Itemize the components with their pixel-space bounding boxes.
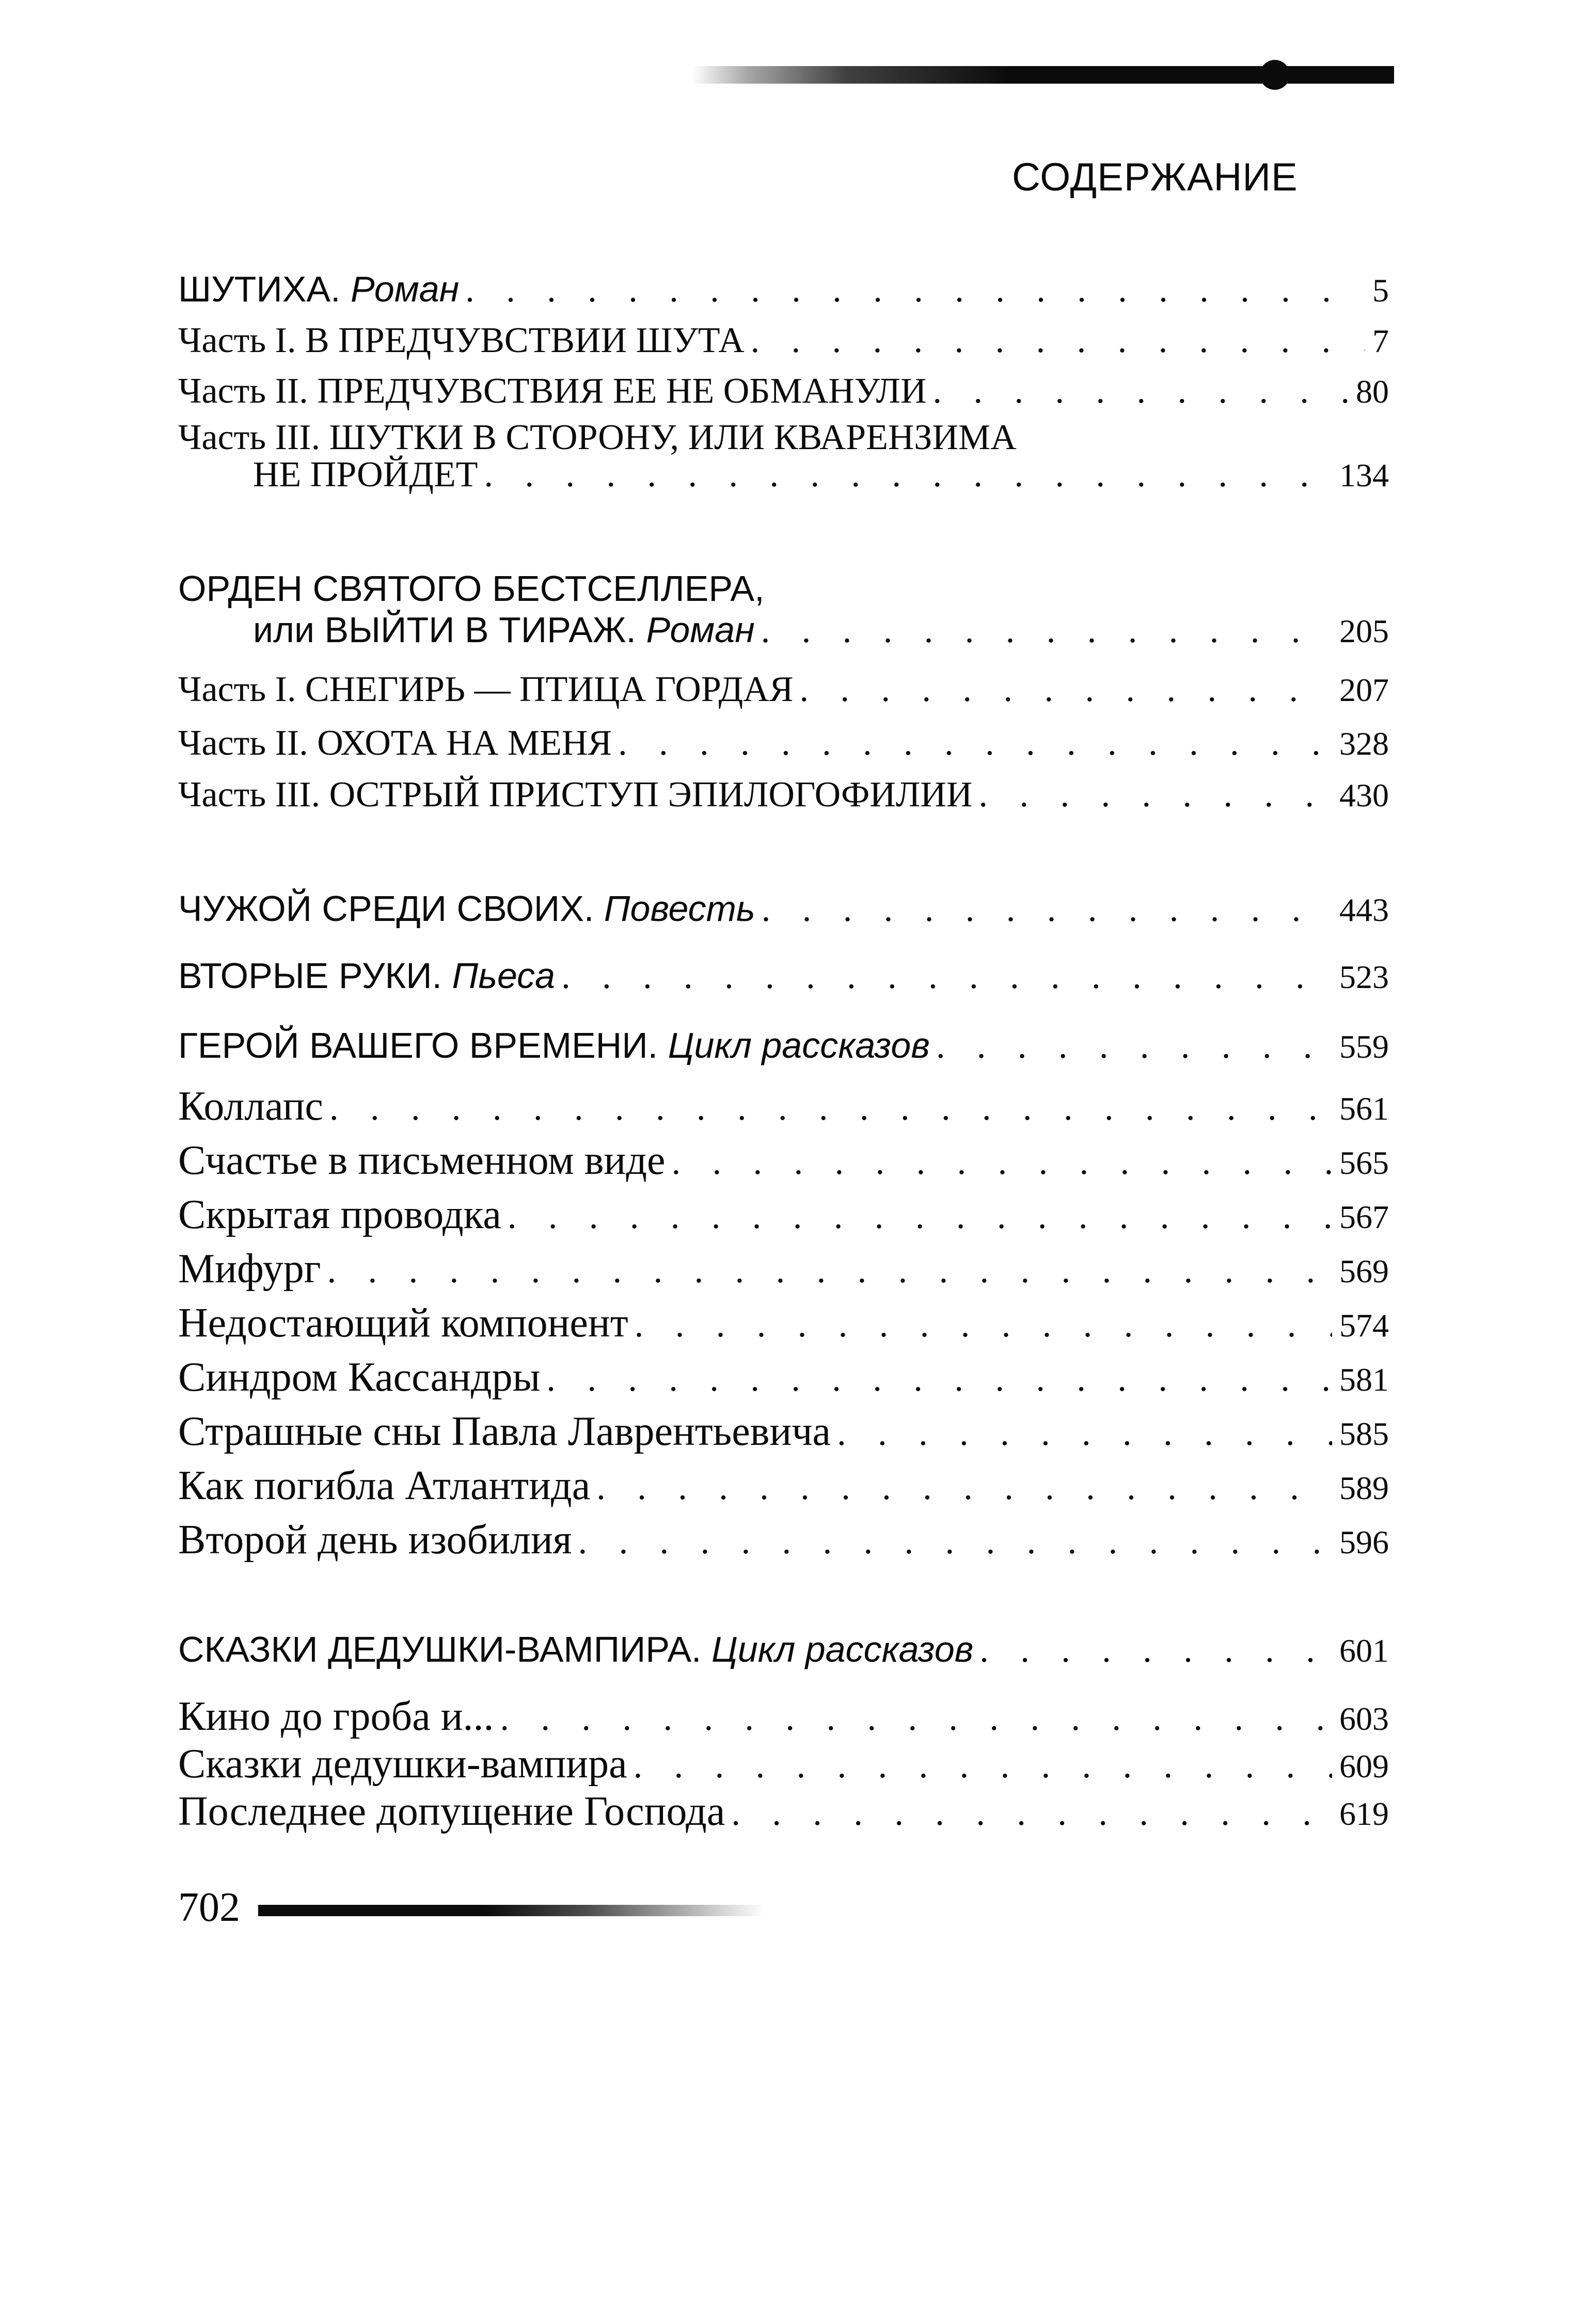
dot-leader — [508, 1196, 1332, 1237]
toc-entry-story — [178, 1462, 1389, 1509]
entry-title: Часть II. ПРЕДЧУВСТВИЯ ЕЕ НЕ ОБМАНУЛИ — [178, 371, 927, 411]
dot-leader — [672, 1142, 1332, 1183]
page-number: 561 — [1339, 1090, 1389, 1127]
toc-entry-story — [178, 1246, 1389, 1293]
page-number: 5 — [1372, 272, 1389, 309]
dot-leader — [800, 669, 1332, 710]
toc-entry-novel-shutikha — [178, 268, 1389, 311]
entry-title: Часть II. ОХОТА НА МЕНЯ — [178, 723, 612, 763]
toc-entry-story — [178, 1741, 1389, 1788]
entry-title: ЧУЖОЙ СРЕДИ СВОИХ. Повесть — [178, 888, 755, 929]
entry-title: Счастье в письменном виде — [178, 1138, 666, 1183]
toc-entry-story — [178, 1300, 1389, 1347]
entry-title: Синдром Кассандры — [178, 1355, 541, 1400]
dot-leader — [936, 1026, 1332, 1067]
page-number: 523 — [1339, 959, 1389, 995]
page-number: 601 — [1339, 1632, 1389, 1669]
dot-leader — [978, 774, 1332, 816]
dot-leader — [634, 1745, 1332, 1787]
dot-leader — [484, 454, 1332, 496]
entry-title: Второй день изобилия — [178, 1517, 572, 1563]
entry-title: Часть I. В ПРЕДЧУВСТВИИ ШУТА — [178, 321, 745, 360]
entry-title: или ВЫЙТИ В ТИРАЖ. Роман — [253, 610, 755, 650]
entry-title: Часть III. ОСТРЫЙ ПРИСТУП ЭПИЛОГОФИЛИИ — [178, 775, 973, 815]
entry-title: ШУТИХА. Роман — [178, 269, 460, 309]
entry-title: Сказки дедушки-вампира — [178, 1741, 627, 1787]
dot-leader — [500, 1698, 1332, 1739]
page-number: 80 — [1356, 373, 1389, 410]
dot-leader — [329, 1088, 1332, 1129]
entry-title: НЕ ПРОЙДЕТ — [253, 455, 478, 495]
toc-entry-story-cycle — [178, 1025, 1389, 1067]
contents-heading: СОДЕРЖАНИЕ — [1012, 155, 1298, 199]
page-number: 328 — [1339, 725, 1389, 762]
entry-title-line1: ОРДЕН СВЯТОГО БЕСТСЕЛЛЕРА, — [178, 568, 765, 609]
entry-title: Часть I. СНЕГИРЬ — ПТИЦА ГОРДАЯ — [178, 670, 794, 709]
toc-entry-story — [178, 1354, 1389, 1401]
page-number: 565 — [1339, 1144, 1389, 1181]
entry-title: Кино до гроба и... — [178, 1694, 494, 1739]
toc-entry-part — [178, 723, 1389, 764]
page-number: 574 — [1339, 1307, 1389, 1344]
toc-entry-story — [178, 1408, 1389, 1455]
toc-entry-part — [178, 774, 1389, 816]
dot-leader — [933, 371, 1349, 412]
page-number: 596 — [1339, 1524, 1389, 1561]
entry-title: Последнее допущение Господа — [178, 1789, 725, 1834]
entry-title: Скрытая проводка — [178, 1192, 501, 1237]
toc-entry-story — [178, 1517, 1389, 1564]
dot-leader — [596, 1467, 1332, 1508]
top-rule-ornament — [1260, 60, 1290, 90]
toc-entry-part — [178, 320, 1389, 361]
entry-title-line1: Часть III. ШУТКИ В СТОРОНУ, ИЛИ КВАРЕНЗИМА — [178, 418, 1017, 457]
page-number: 207 — [1339, 672, 1389, 708]
entry-title: Мифург — [178, 1246, 321, 1292]
page-number: 569 — [1339, 1253, 1389, 1290]
dot-leader — [635, 1304, 1332, 1346]
dot-leader — [762, 889, 1332, 930]
toc-entry-story — [178, 1191, 1389, 1238]
toc-entry-novel-orden — [178, 609, 1389, 651]
page-number: 7 — [1372, 323, 1389, 359]
folio-page-number: 702 — [178, 1885, 240, 1930]
dot-leader — [561, 956, 1332, 997]
dot-leader — [731, 1793, 1332, 1834]
entry-title: Страшные сны Павла Лаврентьевича — [178, 1409, 831, 1454]
toc-entry-novella — [178, 888, 1389, 930]
toc-entry-play — [178, 955, 1389, 997]
page-number: 619 — [1339, 1795, 1389, 1832]
page-number: 430 — [1339, 777, 1389, 814]
dot-leader — [837, 1413, 1332, 1454]
page-number: 581 — [1339, 1361, 1389, 1398]
dot-leader — [465, 269, 1365, 311]
entry-title: Как погибла Атлантида — [178, 1463, 591, 1508]
page-number: 585 — [1339, 1415, 1389, 1452]
page-number: 589 — [1339, 1470, 1389, 1506]
entry-title: Коллапс — [178, 1084, 323, 1129]
entry-title: ВТОРЫЕ РУКИ. Пьеса — [178, 956, 556, 996]
toc-entry-story — [178, 1693, 1389, 1740]
page-number: 603 — [1339, 1700, 1389, 1737]
page-number: 205 — [1339, 613, 1389, 649]
dot-leader — [979, 1630, 1332, 1671]
dot-leader — [618, 723, 1332, 764]
dot-leader — [761, 610, 1332, 651]
page-number: 443 — [1339, 892, 1389, 928]
toc-entry-story — [178, 1788, 1389, 1835]
page-number: 609 — [1339, 1748, 1389, 1785]
toc-entry-part — [178, 454, 1389, 496]
page-number: 559 — [1339, 1028, 1389, 1065]
dot-leader — [751, 320, 1365, 361]
page-number: 567 — [1339, 1199, 1389, 1235]
entry-title: СКАЗКИ ДЕДУШКИ-ВАМПИРА. Цикл рассказов — [178, 1629, 974, 1669]
bottom-decorative-rule — [258, 1905, 764, 1916]
toc-entry-part — [178, 669, 1389, 710]
page-number: 134 — [1339, 457, 1389, 494]
toc-entry-story — [178, 1083, 1389, 1130]
dot-leader — [327, 1250, 1332, 1292]
toc-entry-story — [178, 1137, 1389, 1184]
entry-title: ГЕРОЙ ВАШЕГО ВРЕМЕНИ. Цикл рассказов — [178, 1025, 930, 1065]
toc-entry-story-cycle — [178, 1629, 1389, 1671]
dot-leader — [546, 1359, 1332, 1400]
entry-title: Недостающий компонент — [178, 1300, 628, 1346]
dot-leader — [578, 1521, 1332, 1563]
toc-entry-part — [178, 371, 1389, 412]
